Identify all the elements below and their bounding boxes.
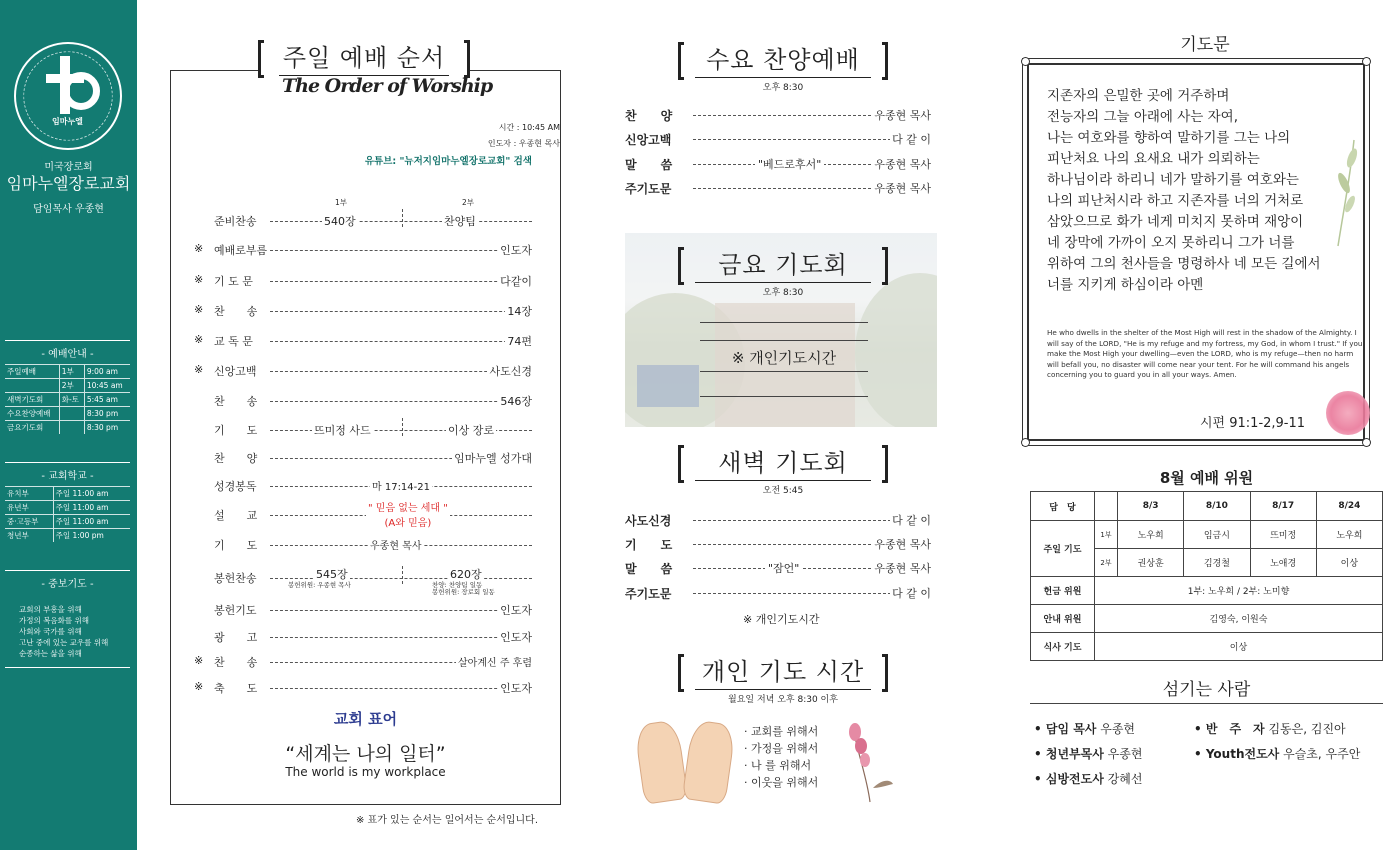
wednesday-item: 찬 양 우종현 목사 xyxy=(625,109,931,123)
list-item: 교회의 부흥을 위해 xyxy=(19,605,82,614)
motto-heading: 교회 표어 xyxy=(333,710,398,728)
youtube-note: 유튜브: "뉴저지임마누엘장로교회" 검색 xyxy=(364,156,532,167)
sidebar xyxy=(0,0,137,850)
schedule-title: 예배안내 xyxy=(48,349,87,360)
table-row: 담 당 8/3 8/10 8/17 8/24 xyxy=(1031,492,1383,521)
service-leader: 인도자 : 우종현 목사 xyxy=(487,139,560,148)
friday-title: 금요 기도회 xyxy=(718,251,848,279)
worship-item: 광 고 인도자 xyxy=(214,631,532,644)
dawn-note: ※ 개인기도시간 xyxy=(743,613,820,626)
worship-title-block xyxy=(258,38,470,76)
service-time: 시간 : 10:45 AM xyxy=(498,123,560,132)
sermon-title: " 믿음 없는 세대 " xyxy=(368,503,448,514)
servant-item: • 청년부목사 우종현 xyxy=(1034,747,1143,761)
friday-time: 오후 8:30 xyxy=(762,288,804,298)
table-row: 2부 10:45 am xyxy=(5,379,130,393)
worship-script-title: The Order of Worship xyxy=(282,75,493,97)
servant-item: • 담임 목사 우종현 xyxy=(1034,722,1136,736)
worship-item: 찬 송 546장 xyxy=(214,395,532,408)
servant-item: • Youth전도사 우슬초, 우주안 xyxy=(1194,747,1361,761)
worship-item: ※ 신앙고백 사도신경 xyxy=(194,363,532,378)
prayer-english: He who dwells in the shelter of the Most High will rest in the shadow of the Almighty. I will say of the LORD, "He is my refuge and my fortress, my God, in whom I trust." If you make the Most High your dwelling—even the LORD, who is my refuge—then no harm will befall you, no disaster will come near your tent. For he will command his angels concerning you to guard you in all your ways. Amen. xyxy=(1047,328,1363,379)
servant-item: • 심방전도사 강혜선 xyxy=(1034,772,1143,786)
servant-item: • 반 주 자 김동은, 김진아 xyxy=(1194,722,1346,736)
personal-prayer-list xyxy=(744,723,818,791)
intercession: - 중보기도 - 교회의 부흥을 위해 가정의 복음화를 위해 사회와 국가를 위해 고난 중에 있는 교우를 위해 순종하는 삶을 위해 xyxy=(5,570,130,668)
worship-item: 봉헌찬송 545장 620장 봉헌위원: 우종현 목사 찬양: 찬양팀 일동 봉헌위원: 장로회 일동 xyxy=(194,570,532,586)
list-item: · 가정을 위해서 xyxy=(744,742,819,755)
friday-personal-prayer: ※ 개인기도시간 xyxy=(731,349,837,367)
servants-title: 섬기는 사람 xyxy=(1162,680,1251,700)
schedule-table xyxy=(5,364,130,434)
table-row: 식사 기도 이상 xyxy=(1031,633,1383,661)
dawn-title-block xyxy=(678,443,888,496)
dawn-time: 오전 5:45 xyxy=(762,486,804,496)
dawn-item: 기 도 우종현 목사 xyxy=(625,538,931,552)
wednesday-item: 말 씀 "베드로후서" 우종현 목사 xyxy=(625,158,931,172)
table-row: 헌금 위원 1부: 노우희 / 2부: 노미향 xyxy=(1031,577,1383,605)
table-row: 금요기도회 8:30 pm xyxy=(5,421,130,435)
school-title: 교회학교 xyxy=(48,471,87,482)
col-header-2: 2부 xyxy=(462,198,475,207)
table-row: 주일 기도 1부 노우희 임금시 뜨미정 노우희 xyxy=(1031,521,1383,549)
table-row: 수요찬양예배 8:30 pm xyxy=(5,407,130,421)
church-name: 임마누엘장로교회 xyxy=(6,174,131,193)
worship-item: 성경봉독 마 17:14-21 xyxy=(194,478,532,494)
psalm-reference: 시편 91:1-2,9-11 xyxy=(1200,416,1306,431)
table-row: 청년부 주일 1:00 pm xyxy=(5,529,130,543)
standing-footnote: ※ 표가 있는 순서는 일어서는 순서입니다. xyxy=(356,815,539,826)
worship-item: ※ 축 도 인도자 xyxy=(194,680,532,695)
personal-title-block xyxy=(678,652,888,705)
wednesday-title-block xyxy=(678,40,888,93)
prayer-list xyxy=(5,594,130,668)
table-row: 2부 권상훈 김경철 노애경 이상 xyxy=(1031,549,1383,577)
worship-schedule: - 예배안내 - 주일예배 1부 9:00 am 2부 10:45 am 새벽기도회 화-토 5:45 am 수요찬양예배 8:30 pm 금요기도회 8:30 pm xyxy=(5,340,130,434)
wednesday-item: 주기도문 우종현 목사 xyxy=(625,182,931,196)
august-committee-title: 8월 예배 위원 xyxy=(1159,469,1254,487)
friday-title-block xyxy=(678,245,888,298)
table-row: 중·고등부 주일 11:00 am xyxy=(5,515,130,529)
table-row: 유년부 주일 11:00 am xyxy=(5,501,130,515)
worship-item: ※ 찬 송 14장 xyxy=(194,303,532,318)
logo-cross xyxy=(60,56,70,114)
wednesday-item: 신앙고백 다 같 이 xyxy=(625,133,931,147)
worship-item: ※ 기 도 문 다같이 xyxy=(194,273,532,288)
prayer-title: 기도문 xyxy=(1180,35,1230,55)
table-row: 유치부 주일 11:00 am xyxy=(5,487,130,501)
list-item: 사회와 국가를 위해 xyxy=(19,627,82,636)
worship-item: 찬 양 임마누엘 성가대 xyxy=(214,452,532,465)
table-row: 새벽기도회 화-토 5:45 am xyxy=(5,393,130,407)
worship-item: 봉헌기도 인도자 xyxy=(214,604,532,617)
list-item: · 교회를 위해서 xyxy=(744,725,819,738)
church-subtitle: 미국장로회 xyxy=(44,162,93,173)
motto-english: The world is my workplace xyxy=(285,765,446,779)
rose-illustration xyxy=(1326,391,1370,435)
worship-item: 준비찬송 540장 찬양팀 xyxy=(194,213,532,229)
august-committee-table xyxy=(1030,491,1383,661)
dawn-item: 주기도문 다 같 이 xyxy=(625,587,931,601)
personal-title: 개인 기도 시간 xyxy=(701,658,865,686)
dawn-title: 새벽 기도회 xyxy=(718,449,848,477)
church-logo xyxy=(14,42,122,150)
list-item: · 이웃을 위해서 xyxy=(744,776,819,789)
senior-pastor: 담임목사 우종현 xyxy=(33,204,104,215)
list-item: 고난 중에 있는 교우를 위해 xyxy=(19,638,109,647)
dawn-item: 말 씀 "잠언" 우종현 목사 xyxy=(625,562,931,576)
table-row: 주일예배 1부 9:00 am xyxy=(5,365,130,379)
praying-hands-image xyxy=(635,718,735,802)
worship-title: 주일 예배 순서 xyxy=(282,44,446,72)
flower-illustration xyxy=(845,718,895,804)
dawn-item: 사도신경 다 같 이 xyxy=(625,514,931,528)
sermon-subtitle: (A와 믿음) xyxy=(384,518,432,529)
personal-time: 월요일 저녁 오후 8:30 이후 xyxy=(728,695,838,705)
school-table xyxy=(5,486,130,542)
list-item: · 나 를 위해서 xyxy=(744,759,812,772)
col-header-1: 1부 xyxy=(335,198,348,207)
worship-item: ※ 교 독 문 74편 xyxy=(194,333,532,348)
church-school: - 교회학교 - 유치부 주일 11:00 am 유년부 주일 11:00 am 중·고등부 주일 11:00 am 청년부 주일 1:00 pm xyxy=(5,462,130,542)
table-row: 안내 위원 김영숙, 이원숙 xyxy=(1031,605,1383,633)
worship-item: 기 도 뜨미정 사드 이상 장로 xyxy=(194,422,532,438)
worship-item: ※ 찬 송 살아계신 주 후렴 xyxy=(194,654,532,669)
worship-item: ※ 예배로부름 인도자 xyxy=(194,242,532,257)
wednesday-time: 오후 8:30 xyxy=(762,83,804,93)
prayer-korean: 지존자의 은밀한 곳에 거주하며 전능자의 그늘 아래에 사는 자여, 나는 여호와를 향하여 말하기를 그는 나의 피난처요 나의 요새요 내가 의뢰하는 하나님이라 하리니 네가 말하기를 여호와는 나의 피난처시라 하고 지존자를 너의 거처로 삼았으므로 화가 네게 미치지 못하며 재앙이 네 장막에 가까이 오지 못하리니 그가 너를 위하여 그의 천사들을 명령하사 네 모든 길에서 너를 지키게 하심이라 아멘 xyxy=(1047,88,1321,293)
worship-item: 설 교 " 믿음 없는 세대 " (A와 믿음) xyxy=(194,507,532,523)
worship-item: 기 도 우종현 목사 xyxy=(194,537,532,553)
list-item: 순종하는 삶을 위해 xyxy=(19,649,82,658)
list-item: 가정의 복음화를 위해 xyxy=(19,616,89,625)
motto-korean: “세계는 나의 일터” xyxy=(285,743,446,765)
prayer-title: 중보기도 xyxy=(48,579,87,590)
logo-name: 임마누엘 xyxy=(52,117,83,126)
wednesday-title: 수요 찬양예배 xyxy=(706,46,860,74)
